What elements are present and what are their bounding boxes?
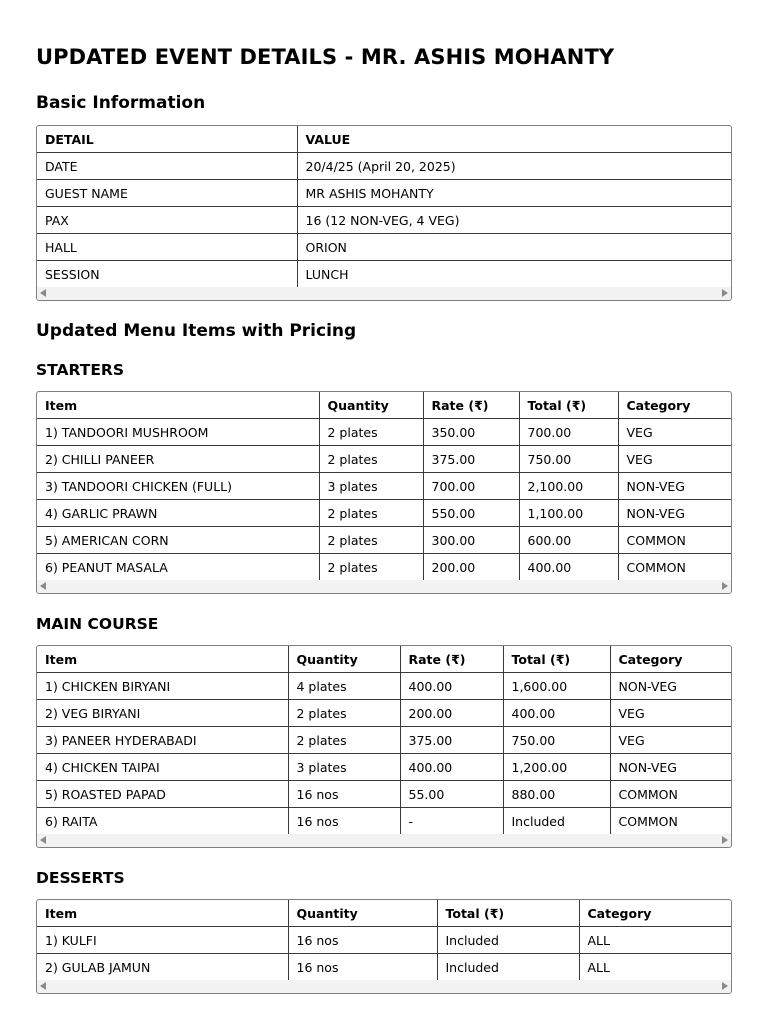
main-course-table (37, 646, 731, 834)
table-cell: NON-VEG (618, 500, 731, 527)
column-header: Category (618, 392, 731, 419)
basic-info-heading: Basic Information (36, 93, 206, 113)
column-header: Quantity (288, 646, 400, 673)
table-cell: 200.00 (400, 700, 503, 727)
table-cell: 880.00 (503, 781, 610, 808)
table-cell: LUNCH (305, 266, 349, 282)
table-row (37, 781, 731, 808)
table-cell: GUEST NAME (37, 180, 297, 207)
table-cell: NON-VEG (618, 473, 731, 500)
table-cell: SESSION (37, 261, 297, 288)
table-cell: 2 plates (319, 419, 423, 446)
horizontal-scrollbar[interactable] (37, 980, 731, 993)
table-row (37, 261, 731, 288)
column-header: Total (₹) (437, 900, 579, 927)
table-cell: 4) CHICKEN TAIPAI (37, 754, 288, 781)
table-cell: COMMON (618, 527, 731, 554)
table-cell: 6) RAITA (37, 808, 288, 835)
table-row (37, 446, 731, 473)
main-course-table-container[interactable] (36, 645, 732, 848)
table-cell: 2,100.00 (519, 473, 618, 500)
starters-table (37, 392, 731, 580)
desserts-table-container[interactable] (36, 899, 732, 994)
table-row (37, 927, 731, 954)
table-cell: 3) TANDOORI CHICKEN (FULL) (37, 473, 319, 500)
table-header-row (37, 900, 731, 927)
table-cell: 375.00 (423, 446, 519, 473)
horizontal-scrollbar[interactable] (37, 287, 731, 300)
table-cell: MR ASHIS MOHANTY (297, 180, 731, 207)
scroll-left-arrow-icon[interactable] (40, 836, 46, 844)
table-cell: 2) CHILLI PANEER (37, 446, 319, 473)
table-cell: ALL (587, 959, 610, 975)
table-cell: 1) TANDOORI MUSHROOM (37, 419, 319, 446)
table-row (37, 500, 731, 527)
table-cell: 2 plates (288, 700, 400, 727)
table-cell: 300.00 (423, 527, 519, 554)
table-cell: VEG (610, 727, 731, 754)
table-row (37, 180, 731, 207)
table-cell: 375.00 (400, 727, 503, 754)
table-cell: 2 plates (319, 527, 423, 554)
table-cell: 55.00 (400, 781, 503, 808)
table-row (37, 754, 731, 781)
table-row (37, 234, 731, 261)
table-cell: VEG (618, 419, 731, 446)
table-cell: Included (437, 954, 579, 981)
table-cell: Included (437, 927, 579, 954)
table-header-row (37, 392, 731, 419)
table-row (37, 808, 731, 835)
table-cell: 2) VEG BIRYANI (37, 700, 288, 727)
table-cell: 750.00 (503, 727, 610, 754)
scroll-left-arrow-icon[interactable] (40, 982, 46, 990)
scroll-right-arrow-icon[interactable] (722, 982, 728, 990)
table-row (37, 673, 731, 700)
scroll-left-arrow-icon[interactable] (40, 289, 46, 297)
table-cell: 16 nos (288, 927, 437, 954)
table-cell: HALL (37, 234, 297, 261)
page-title: UPDATED EVENT DETAILS - MR. ASHIS MOHANTY (36, 45, 615, 69)
table-cell: 700.00 (519, 419, 618, 446)
column-header: Rate (₹) (400, 646, 503, 673)
table-cell: COMMON (626, 559, 686, 575)
table-cell: COMMON (618, 813, 678, 829)
table-cell: VEG (610, 700, 731, 727)
table-cell: 400.00 (400, 754, 503, 781)
starters-table-container[interactable] (36, 391, 732, 594)
column-header: Quantity (288, 900, 437, 927)
desserts-table (37, 900, 731, 980)
column-header: Total (₹) (503, 646, 610, 673)
column-header: Rate (₹) (423, 392, 519, 419)
table-cell: 2 plates (288, 727, 400, 754)
table-cell: 5) AMERICAN CORN (37, 527, 319, 554)
table-cell: 550.00 (423, 500, 519, 527)
table-row (37, 207, 731, 234)
column-header: Category (579, 900, 731, 927)
table-row (37, 727, 731, 754)
scroll-left-arrow-icon[interactable] (40, 582, 46, 590)
table-row (37, 419, 731, 446)
table-cell: 400.00 (519, 554, 618, 581)
table-cell: 350.00 (423, 419, 519, 446)
table-cell: ALL (579, 927, 731, 954)
column-header: VALUE (297, 126, 731, 153)
table-cell: VEG (618, 446, 731, 473)
desserts-heading: DESSERTS (36, 869, 125, 887)
table-cell: 1,600.00 (503, 673, 610, 700)
table-cell: 400.00 (400, 673, 503, 700)
scroll-right-arrow-icon[interactable] (722, 582, 728, 590)
table-cell: NON-VEG (610, 673, 731, 700)
table-row (37, 954, 731, 981)
column-header: Item (37, 392, 319, 419)
menu-heading: Updated Menu Items with Pricing (36, 321, 357, 341)
table-cell: 2) GULAB JAMUN (37, 954, 288, 981)
table-cell: 2 plates (319, 554, 423, 581)
table-row (37, 700, 731, 727)
table-cell: 2 plates (319, 500, 423, 527)
table-cell: 3) PANEER HYDERABADI (37, 727, 288, 754)
column-header: DETAIL (37, 126, 297, 153)
table-cell: 20/4/25 (April 20, 2025) (297, 153, 731, 180)
main-course-heading: MAIN COURSE (36, 615, 159, 633)
table-cell: 16 (12 NON-VEG, 4 VEG) (297, 207, 731, 234)
table-cell: 16 nos (288, 954, 437, 981)
horizontal-scrollbar[interactable] (37, 580, 731, 593)
table-cell: 1,200.00 (503, 754, 610, 781)
horizontal-scrollbar[interactable] (37, 834, 731, 847)
table-cell: COMMON (610, 781, 731, 808)
table-cell: PAX (37, 207, 297, 234)
basic-info-table-container[interactable] (36, 125, 732, 301)
table-header-row (37, 646, 731, 673)
scroll-right-arrow-icon[interactable] (722, 289, 728, 297)
column-header: Quantity (319, 392, 423, 419)
table-row (37, 554, 731, 581)
table-cell: 4) GARLIC PRAWN (37, 500, 319, 527)
table-cell: 400.00 (503, 700, 610, 727)
column-header: Item (37, 646, 288, 673)
table-cell: DATE (37, 153, 297, 180)
table-cell: ORION (297, 234, 731, 261)
table-row (37, 527, 731, 554)
table-header-row (37, 126, 731, 153)
table-cell: 6) PEANUT MASALA (37, 554, 319, 581)
table-cell: 700.00 (423, 473, 519, 500)
table-cell: 1) CHICKEN BIRYANI (37, 673, 288, 700)
column-header: Item (37, 900, 288, 927)
table-cell: 16 nos (288, 781, 400, 808)
table-cell: NON-VEG (610, 754, 731, 781)
column-header: Category (610, 646, 731, 673)
table-cell: - (400, 808, 503, 835)
table-cell: 3 plates (288, 754, 400, 781)
table-cell: 5) ROASTED PAPAD (37, 781, 288, 808)
table-cell: 600.00 (519, 527, 618, 554)
table-cell: 16 nos (288, 808, 400, 835)
table-cell: 750.00 (519, 446, 618, 473)
table-cell: 200.00 (423, 554, 519, 581)
table-cell: 4 plates (288, 673, 400, 700)
starters-heading: STARTERS (36, 361, 125, 379)
table-cell: 3 plates (319, 473, 423, 500)
scroll-right-arrow-icon[interactable] (722, 836, 728, 844)
table-cell: 1,100.00 (519, 500, 618, 527)
table-cell: 1) KULFI (37, 927, 288, 954)
table-cell: Included (503, 808, 610, 835)
table-row (37, 473, 731, 500)
table-row (37, 153, 731, 180)
basic-info-table (37, 126, 731, 287)
table-cell: 2 plates (319, 446, 423, 473)
column-header: Total (₹) (519, 392, 618, 419)
